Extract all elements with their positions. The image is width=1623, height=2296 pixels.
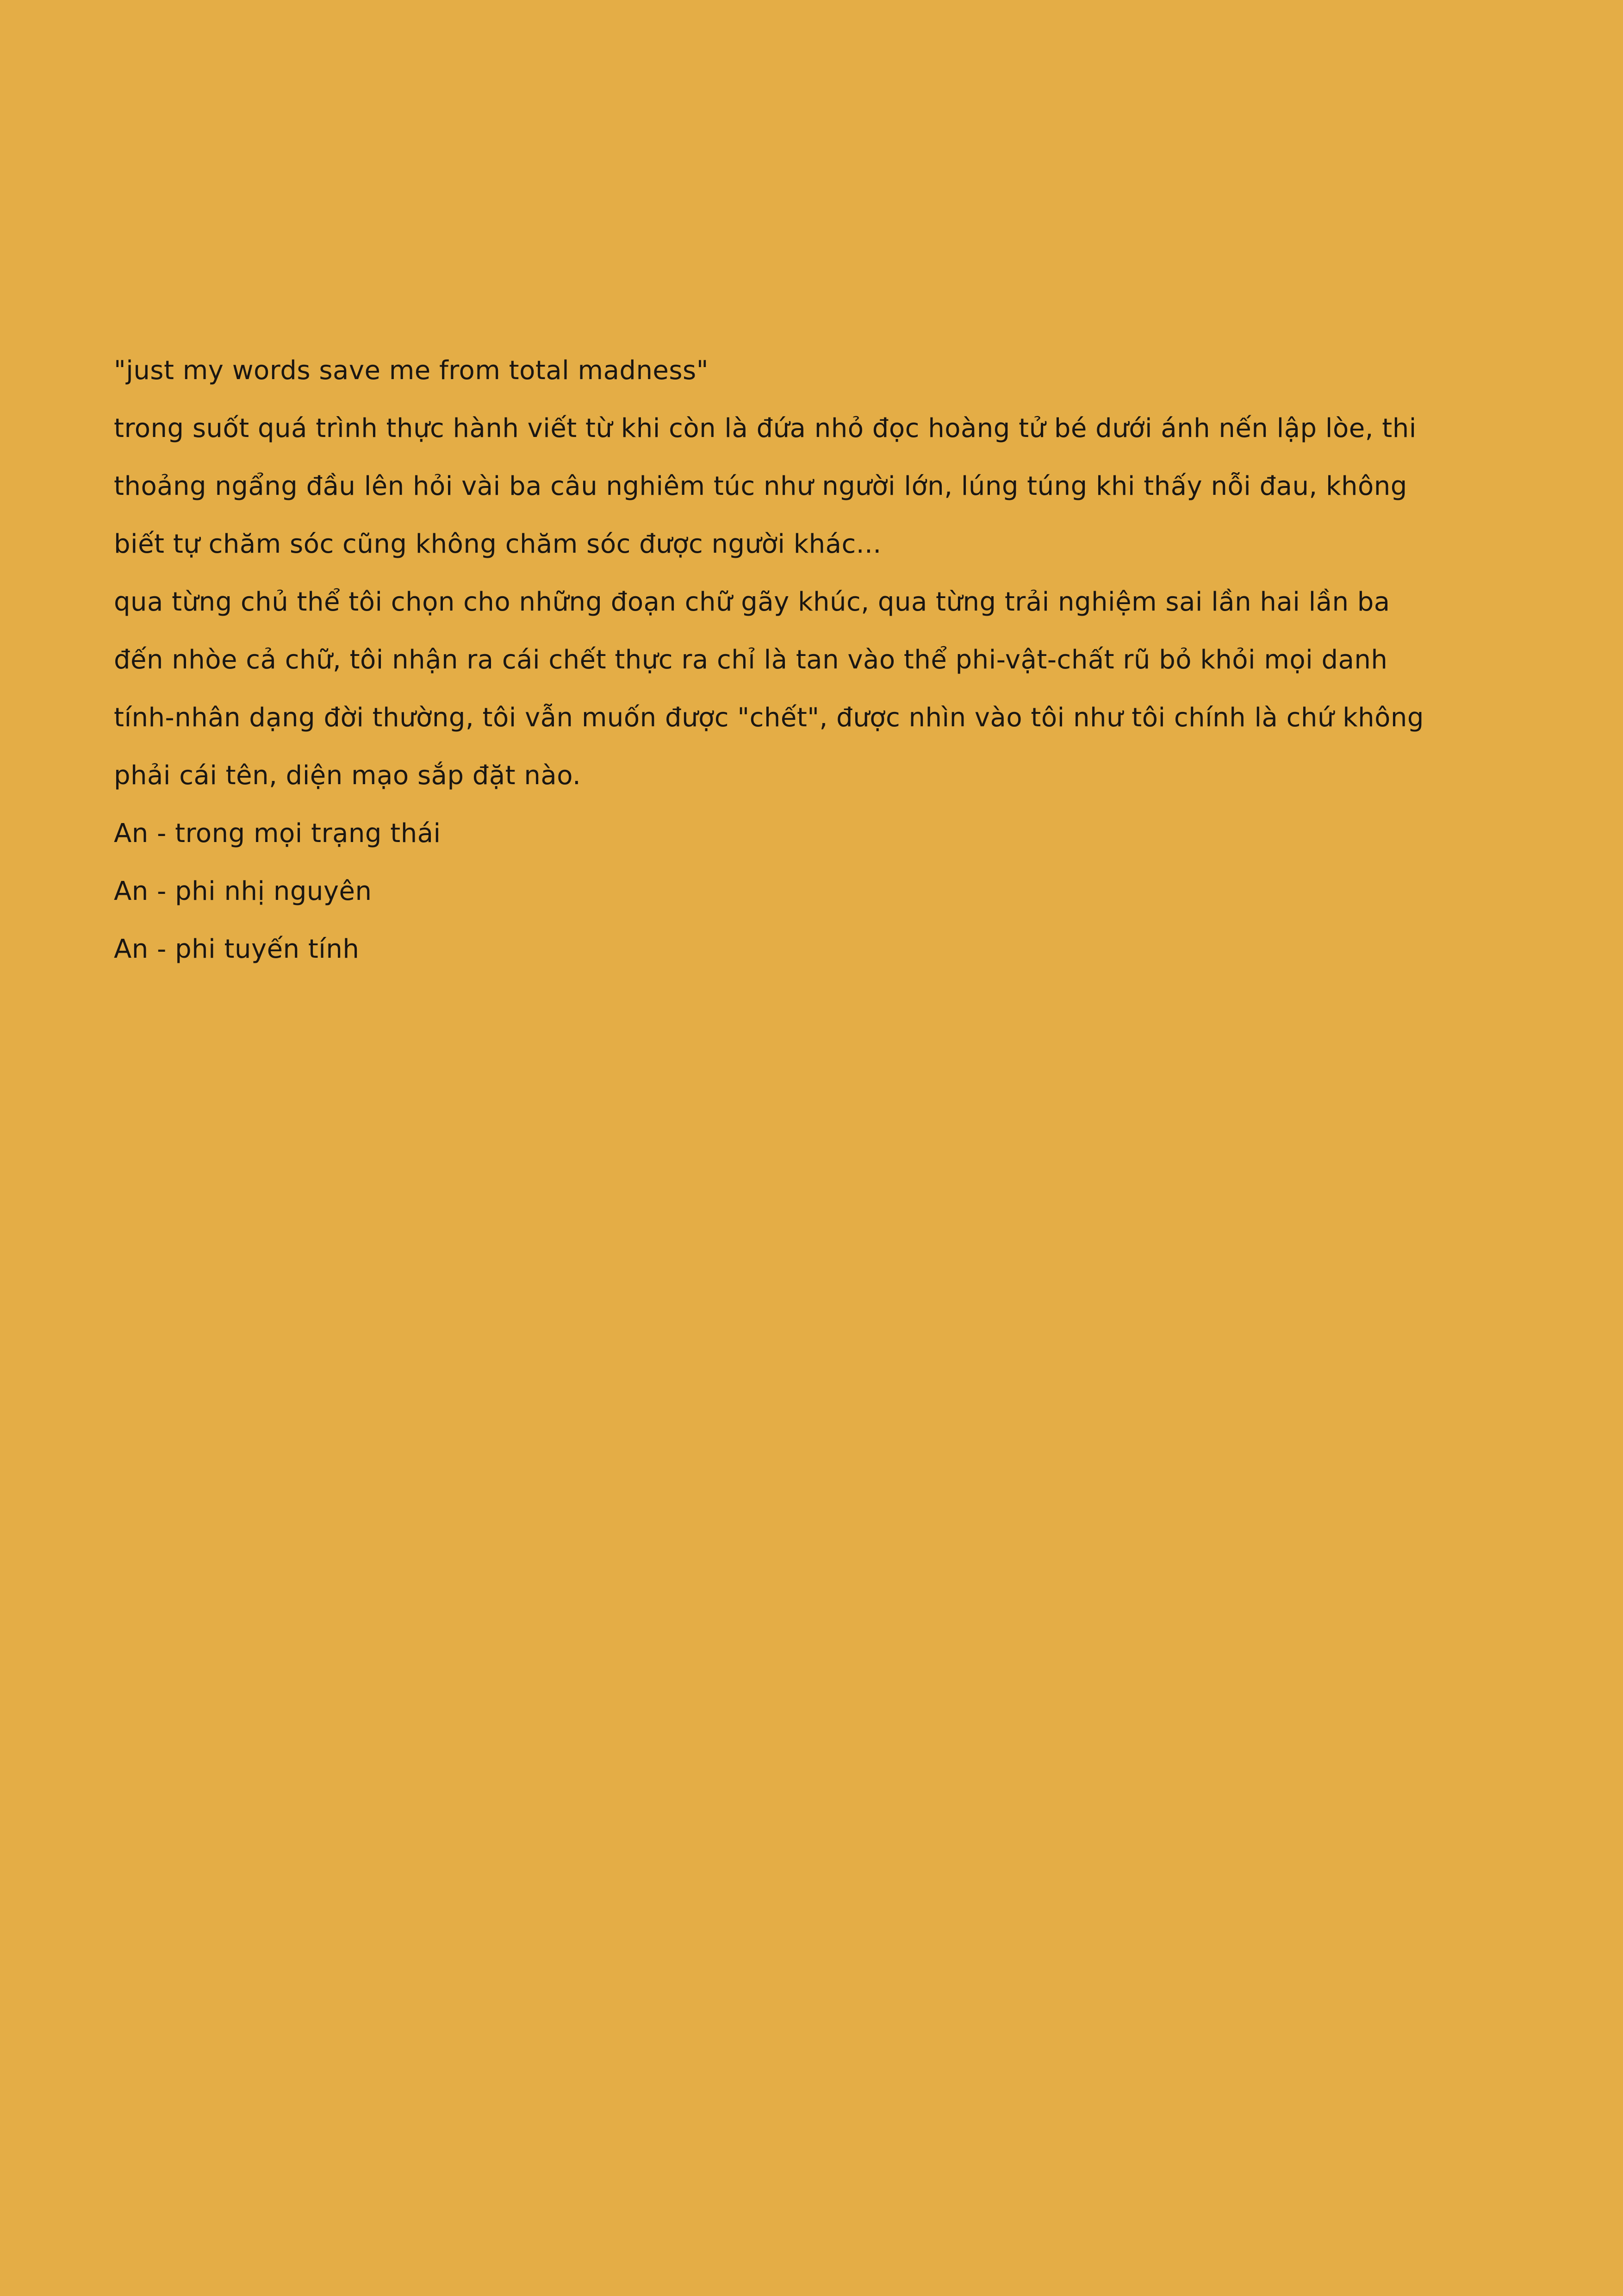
- an-line-3: An - phi tuyến tính: [114, 934, 360, 964]
- paragraph-2-line-1: qua từng chủ thể tôi chọn cho những đoạn chữ gãy khúc, qua từng trải nghiệm sai lần hai lần ba: [114, 587, 1390, 617]
- paragraph-2-line-4: phải cái tên, diện mạo sắp đặt nào.: [114, 761, 581, 791]
- paragraph-2-line-3: tính-nhân dạng đời thường, tôi vẫn muốn được "chết", được nhìn vào tôi như tôi chính là chứ không: [114, 703, 1424, 733]
- paragraph-2-line-2: đến nhòe cả chữ, tôi nhận ra cái chết thực ra chỉ là tan vào thể phi-vật-chất rũ bỏ khỏi mọi danh: [114, 645, 1388, 675]
- paragraph-1-line-2: thoảng ngẩng đầu lên hỏi vài ba câu nghiêm túc như người lớn, lúng túng khi thấy nỗi đau, không: [114, 471, 1407, 501]
- document-text: [114, 342, 1521, 978]
- an-line-1: An - trong mọi trạng thái: [114, 818, 441, 849]
- quote-line: "just my words save me from total madness": [114, 356, 709, 386]
- an-line-2: An - phi nhị nguyên: [114, 876, 372, 906]
- paragraph-1-line-1: trong suốt quá trình thực hành viết từ khi còn là đứa nhỏ đọc hoàng tử bé dưới ánh nến lập lòe, thi: [114, 413, 1417, 443]
- paragraph-1-line-3: biết tự chăm sóc cũng không chăm sóc được người khác...: [114, 529, 882, 559]
